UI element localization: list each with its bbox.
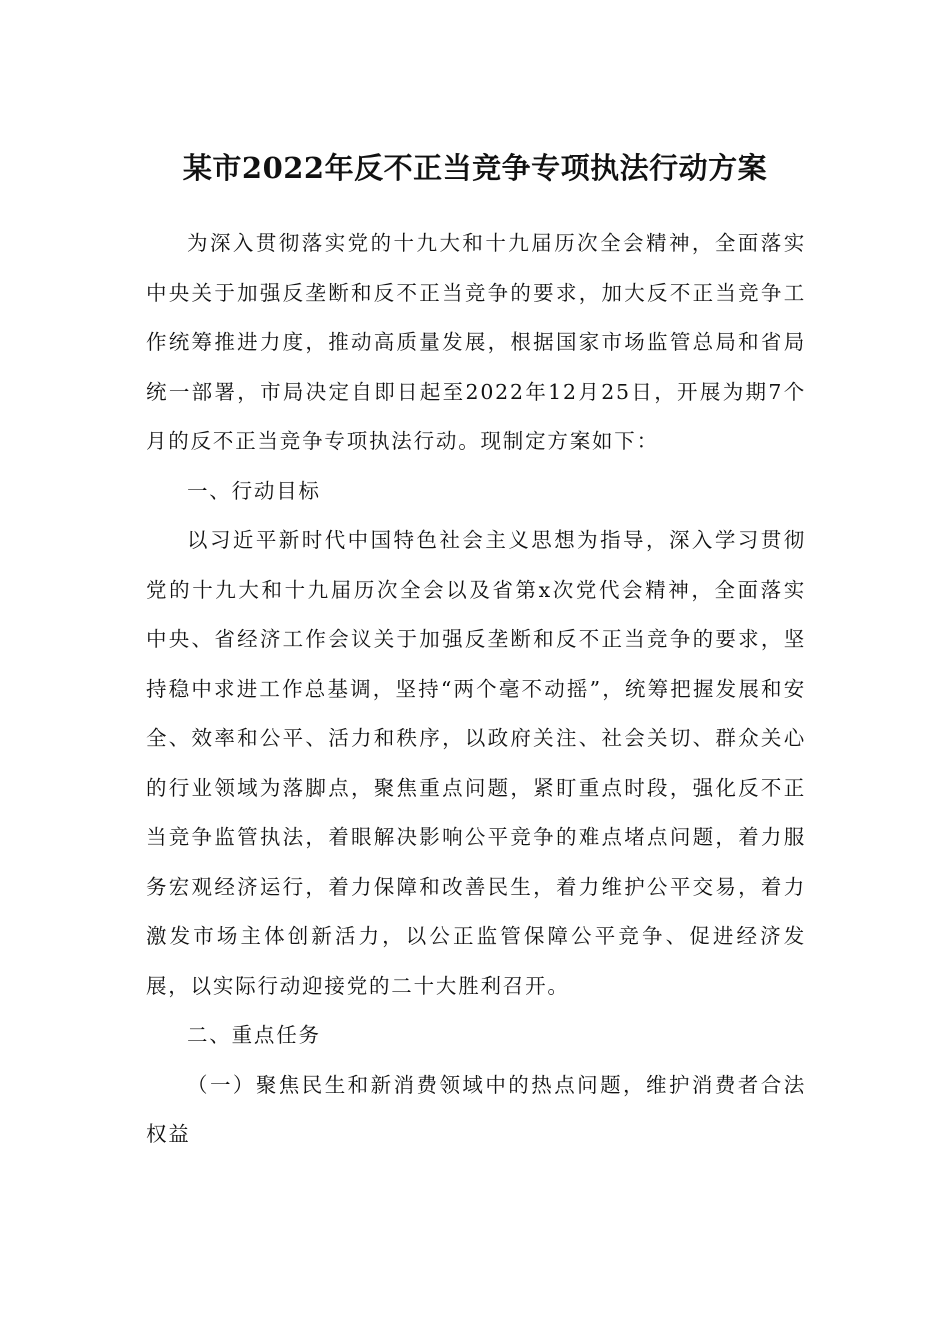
document-title: 某市2022年反不正当竞争专项执法行动方案 — [182, 151, 768, 185]
intro-paragraph: 为深入贯彻落实党的十九大和十九届历次全会精神，全面落实中央关于加强反垄断和反不正当竞争的要求，加大反不正当竞争工作统筹推进力度，推动高质量发展，根据国家市场监管总局和省局统一部署，市局决定自即日起至2022年12月25日，开展为期7个月的反不正当竞争专项执法行动。现制定方案如下： — [146, 231, 806, 453]
goals-paragraph: 以习近平新时代中国特色社会主义思想为指导，深入学习贯彻党的十九大和十九届历次全会以及省第x次党代会精神，全面落实中央、省经济工作会议关于加强反垄断和反不正当竞争的要求，坚持稳中求进工作总基调，坚持“两个毫不动摇”，统筹把握发展和安全、效率和公平、活力和秩序，以政府关注、社会关切、群众关心的行业领域为落脚点，聚焦重点问题，紧盯重点时段，强化反不正当竞争监管执法，着眼解决影响公平竞争的难点堵点问题，着力服务宏观经济运行，着力保障和改善民生，着力维护公平交易，着力激发市场主体创新活力，以公正监管保障公平竞争、促进经济发展，以实际行动迎接党的二十大胜利召开。 — [146, 528, 806, 998]
document-body — [146, 219, 806, 1160]
task-subheading-1: （一）聚焦民生和新消费领域中的热点问题，维护消费者合法权益 — [146, 1072, 806, 1146]
section-heading-tasks: 二、重点任务 — [187, 1023, 321, 1047]
section-heading-goals: 一、行动目标 — [187, 478, 321, 503]
